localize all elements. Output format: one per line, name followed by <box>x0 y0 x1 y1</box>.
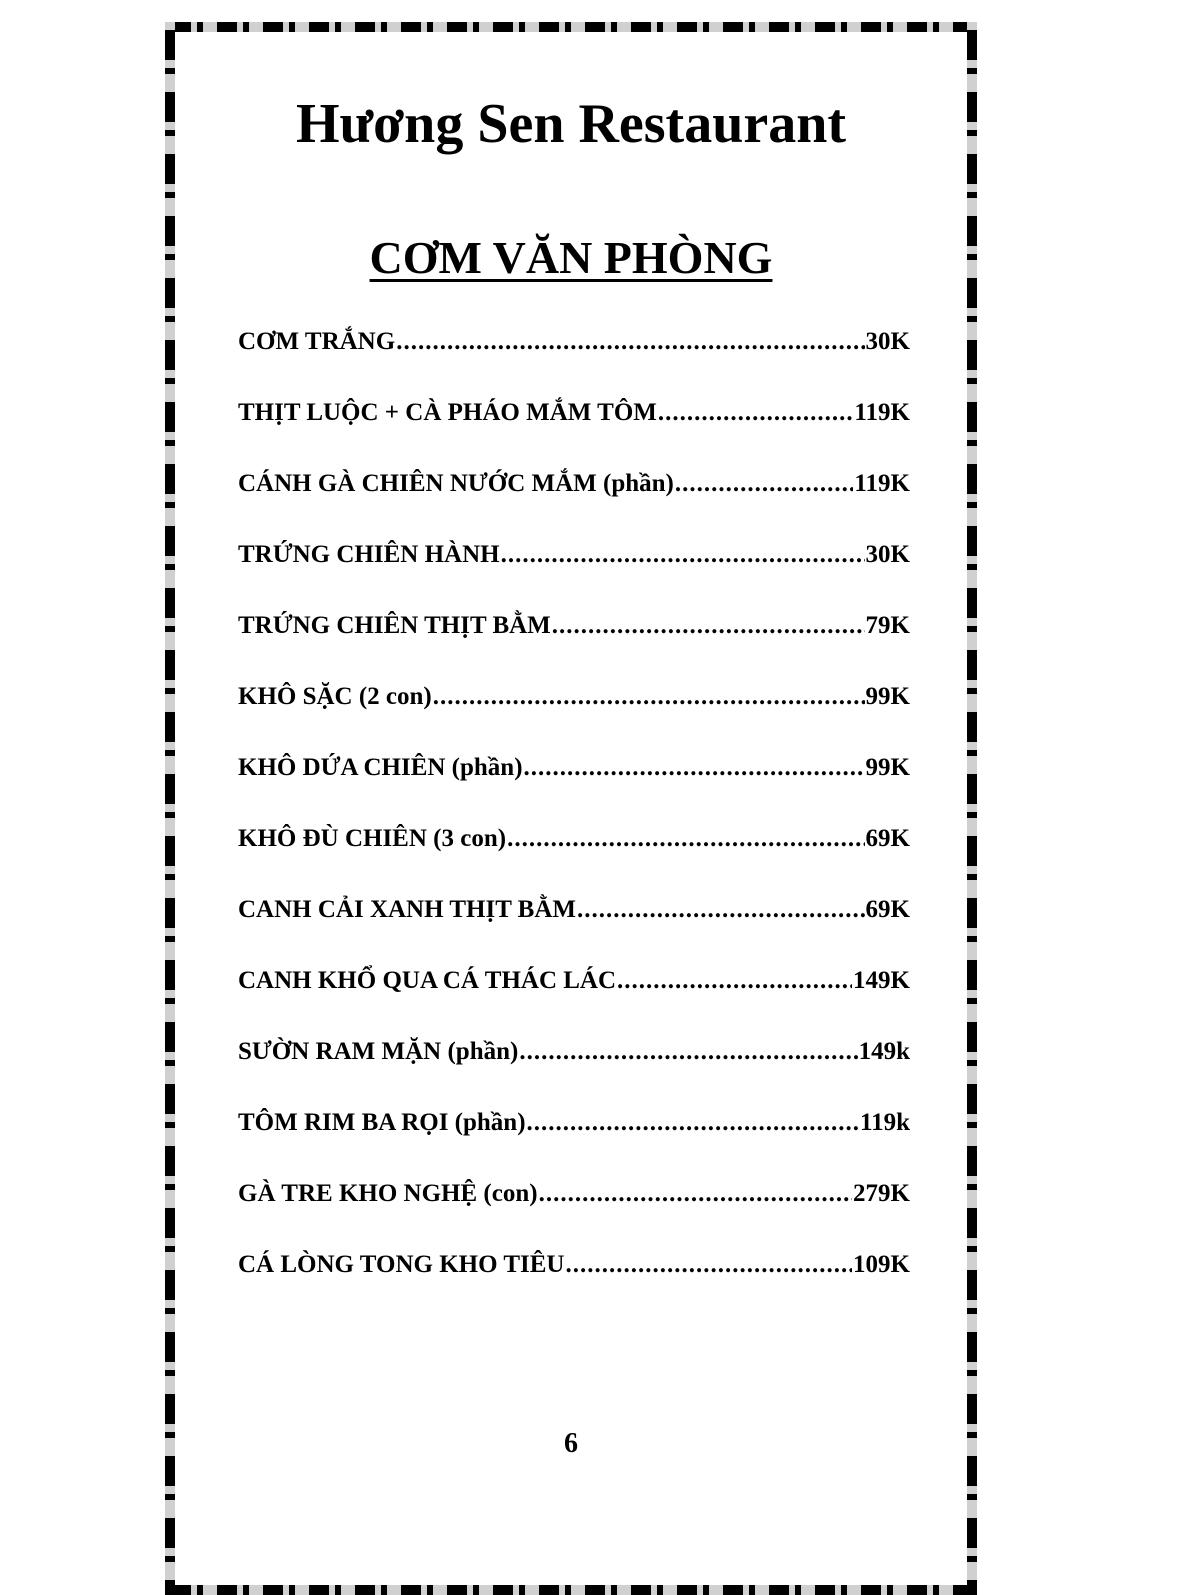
menu-item <box>238 959 910 1030</box>
border-top <box>165 22 977 32</box>
menu-item <box>238 391 910 462</box>
menu-item-name: SƯỜN RAM MẶN (phần) <box>238 1038 519 1065</box>
dot-leader <box>658 391 854 435</box>
menu-item-price: 69K <box>865 896 910 923</box>
menu-item <box>238 817 910 888</box>
menu-item-name: CANH KHỔ QUA CÁ THÁC LÁC <box>238 967 617 994</box>
menu-item-price: 69K <box>865 825 910 852</box>
menu-item-name: CANH CẢI XANH THỊT BẰM <box>238 896 577 923</box>
menu-item-name: TÔM RIM BA RỌI (phần) <box>238 1109 526 1136</box>
menu-item-price: 30K <box>865 541 910 568</box>
border-bottom <box>165 1585 977 1595</box>
menu-item-name: GÀ TRE KHO NGHỆ (con) <box>238 1180 538 1207</box>
menu-item-price: 99K <box>865 683 910 710</box>
menu-item-price: 119K <box>854 399 910 426</box>
menu-item <box>238 1243 910 1314</box>
menu-item-price: 119K <box>854 470 910 497</box>
dot-leader <box>433 675 865 719</box>
menu-item <box>238 1101 910 1172</box>
menu-item-price: 79K <box>865 612 910 639</box>
dot-leader <box>501 533 865 577</box>
menu-item-name: KHÔ SẶC (2 con) <box>238 683 432 710</box>
dot-leader <box>519 1030 857 1074</box>
dot-leader <box>396 320 864 364</box>
menu-item <box>238 533 910 604</box>
dot-leader <box>577 888 865 932</box>
dot-leader <box>565 1243 852 1287</box>
dot-leader <box>617 959 852 1003</box>
dot-leader <box>507 817 864 861</box>
menu-item-name: CÁNH GÀ CHIÊN NƯỚC MẮM (phần) <box>238 470 674 497</box>
menu-item-name: CƠM TRẮNG <box>238 328 396 355</box>
dot-leader <box>527 1101 859 1145</box>
menu-item-name: TRỨNG CHIÊN HÀNH <box>238 541 500 568</box>
menu-item-name: CÁ LÒNG TONG KHO TIÊU <box>238 1251 565 1278</box>
menu-item <box>238 604 910 675</box>
dot-leader <box>675 462 854 506</box>
menu-item-price: 99K <box>865 754 910 781</box>
menu-list <box>238 320 910 1314</box>
menu-item-name: KHÔ ĐÙ CHIÊN (3 con) <box>238 825 507 852</box>
dot-leader <box>524 746 865 790</box>
menu-item <box>238 320 910 391</box>
dot-leader <box>539 1172 852 1216</box>
menu-item <box>238 1030 910 1101</box>
menu-item-price: 279K <box>853 1180 910 1207</box>
menu-item <box>238 1172 910 1243</box>
menu-item-name: KHÔ DỨA CHIÊN (phần) <box>238 754 523 781</box>
section-title-text: CƠM VĂN PHÒNG <box>369 232 773 283</box>
menu-item-name: THỊT LUỘC + CÀ PHÁO MẮM TÔM <box>238 399 657 426</box>
menu-item <box>238 462 910 533</box>
menu-item-price: 149k <box>858 1038 910 1065</box>
menu-item-price: 119k <box>859 1109 910 1136</box>
menu-item <box>238 888 910 959</box>
menu-item-price: 30K <box>865 328 910 355</box>
dot-leader <box>552 604 865 648</box>
menu-item-price: 149K <box>853 967 910 994</box>
menu-item <box>238 746 910 817</box>
menu-item <box>238 675 910 746</box>
section-title <box>165 228 977 288</box>
page-number: 6 <box>564 1428 578 1459</box>
restaurant-title: Hương Sen Restaurant <box>296 93 846 155</box>
menu-item-price: 109K <box>853 1251 910 1278</box>
menu-item-name: TRỨNG CHIÊN THỊT BẰM <box>238 612 551 639</box>
